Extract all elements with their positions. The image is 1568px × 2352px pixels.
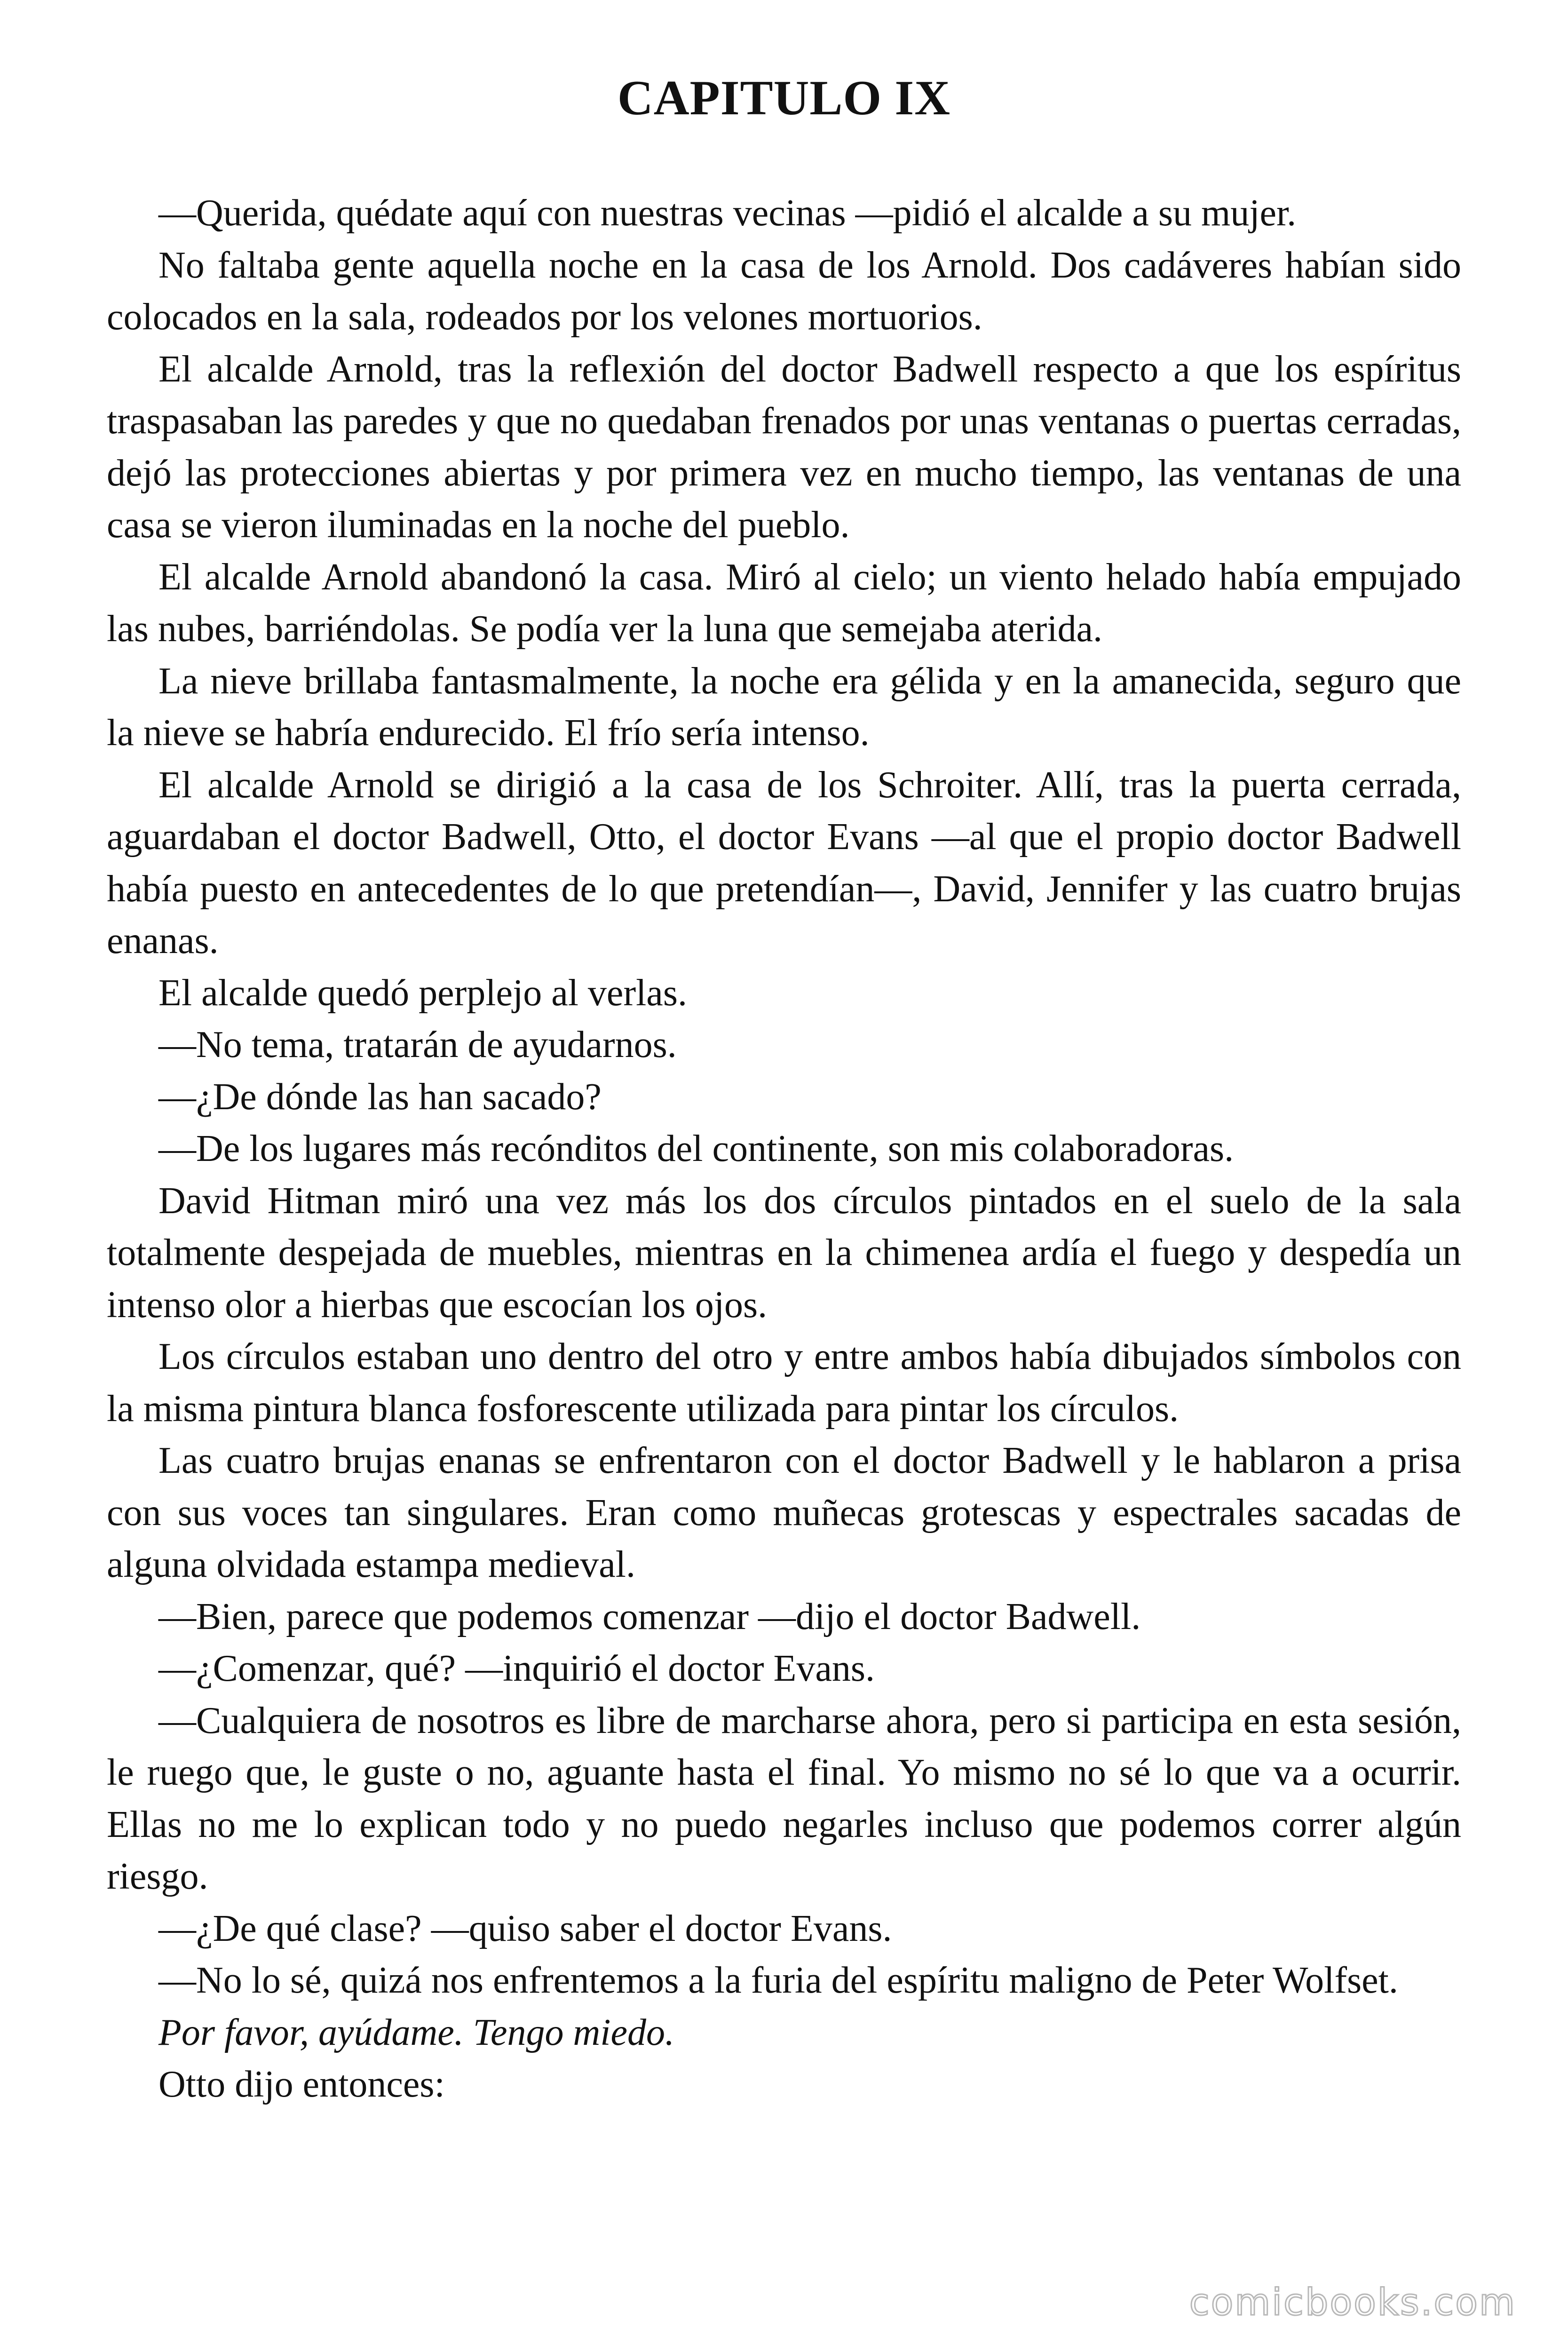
paragraph: —Querida, quédate aquí con nuestras vecinas —pidió el alcalde a su mujer. <box>158 192 1297 234</box>
paragraph: —No tema, tratarán de ayudarnos. <box>158 1024 677 1065</box>
paragraph: —No lo sé, quizá nos enfrentemos a la furia del espíritu maligno de Peter Wolfset. <box>158 1960 1398 2001</box>
chapter-title: CAPITULO IX <box>617 70 951 125</box>
body-text <box>107 187 1461 2111</box>
paragraph: El alcalde Arnold, tras la reflexión del doctor Badwell respecto a que los espíritus traspasaban las paredes y que no quedaban frenados por unas ventanas o puertas cerradas, dejó las protecciones abiertas y por primera vez en mucho tiempo, las ventanas de una casa se vieron iluminadas en la noche del pueblo. <box>107 348 1461 546</box>
paragraph: El alcalde Arnold abandonó la casa. Miró al cielo; un viento helado había empujado las nubes, barriéndolas. Se podía ver la luna que semejaba aterida. <box>107 556 1461 650</box>
paragraph: El alcalde Arnold se dirigió a la casa de los Schroiter. Allí, tras la puerta cerrada, aguardaban el doctor Badwell, Otto, el doctor Evans —al que el propio doctor Badwell había puesto en antecedentes de lo que pretendían—, David, Jennifer y las cuatro brujas enanas. <box>107 764 1461 961</box>
paragraph: —Cualquiera de nosotros es libre de marcharse ahora, pero si participa en esta sesión, le ruego que, le guste o no, aguante hasta el final. Yo mismo no sé lo que va a ocurrir. Ellas no me lo explican todo y no puedo negarles incluso que podemos correr algún riesgo. <box>107 1700 1461 1897</box>
paragraph: No faltaba gente aquella noche en la casa de los Arnold. Dos cadáveres habían sido colocados en la sala, rodeados por los velones mortuorios. <box>107 244 1461 338</box>
paragraph: David Hitman miró una vez más los dos círculos pintados en el suelo de la sala totalmente despejada de muebles, mientras en la chimenea ardía el fuego y despedía un intenso olor a hierbas que escocían los ojos. <box>107 1180 1461 1326</box>
paragraph: —¿De dónde las han sacado? <box>158 1076 602 1118</box>
paragraph: —De los lugares más recónditos del continente, son mis colaboradoras. <box>158 1128 1234 1169</box>
paragraph: —¿De qué clase? —quiso saber el doctor Evans. <box>158 1907 892 1949</box>
paragraph: Los círculos estaban uno dentro del otro y entre ambos había dibujados símbolos con la misma pintura blanca fosforescente utilizada para pintar los círculos. <box>107 1336 1461 1430</box>
paragraph: —¿Comenzar, qué? —inquirió el doctor Evans. <box>158 1648 875 1689</box>
paragraph: Otto dijo entonces: <box>158 2064 445 2105</box>
paragraph: —Bien, parece que podemos comenzar —dijo el doctor Badwell. <box>158 1596 1141 1637</box>
watermark: comicbooks.com <box>1189 2281 1516 2324</box>
paragraph: Las cuatro brujas enanas se enfrentaron con el doctor Badwell y le hablaron a prisa con sus voces tan singulares. Eran como muñecas grotescas y espectrales sacadas de alguna olvidada estampa medieval. <box>107 1440 1461 1585</box>
paragraph: El alcalde quedó perplejo al verlas. <box>158 972 687 1014</box>
paragraph: La nieve brillaba fantasmalmente, la noche era gélida y en la amanecida, seguro que la nieve se habría endurecido. El frío sería intenso. <box>107 660 1461 754</box>
paragraph-italic: Por favor, ayúdame. Tengo miedo. <box>158 2011 674 2053</box>
